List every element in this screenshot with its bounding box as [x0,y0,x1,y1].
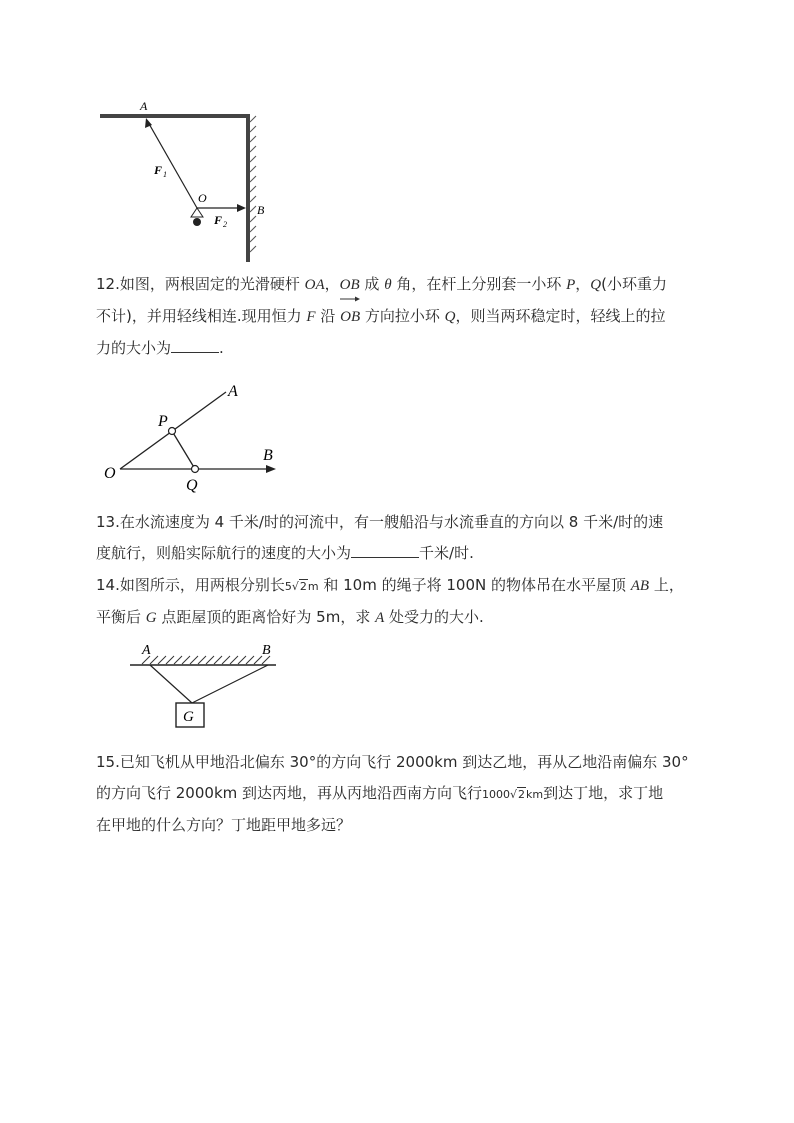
q14-line-2: 平衡后 G 点距屋顶的距离恰好为 5m，求 A 处受力的大小. [96,608,484,626]
q13-line-2: 度航行，则船实际航行的速度的大小为 千米/时. [96,538,706,569]
label-q: Q [186,477,198,494]
q13-line-1: 13.在水流速度为 4 千米/时的河流中，有一艘船沿与水流垂直的方向以 8 千米/时的速 [96,513,664,531]
label-f1: F [154,163,163,177]
label-b: B [257,203,265,217]
label-b: B [262,643,271,658]
sqrt-expression: 1000√2km [482,788,544,801]
answer-blank[interactable] [351,541,419,558]
question-15 [96,747,706,841]
vector-ob: OB [340,302,360,333]
q15-line-1: 15.已知飞机从甲地沿北偏东 30°的方向飞行 2000km 到达乙地，再从乙地沿南偏东 30° [96,753,689,771]
label-o: O [104,465,116,482]
figure-rods [96,378,296,498]
q14-line-1: 14.如图所示，用两根分别长5√2m 和 10m 的绳子将 100N 的物体吊在水平屋顶 AB 上， [96,570,706,602]
label-a: A [228,383,238,400]
question-13 [96,507,706,569]
answer-blank[interactable] [171,336,219,353]
label-f1-sub: 1 [163,170,167,179]
label-f2: F [214,213,223,227]
label-p: P [158,413,168,430]
q12-line-1: 12.如图，两根固定的光滑硬杆 OA，OB 成 θ 角，在杆上分别套一小环 P，Q(小环重力 [96,275,667,293]
label-f2-sub: 2 [223,220,227,229]
label-o: O [198,191,207,205]
figure-hanging-weight [120,637,290,737]
question-12 [96,269,706,364]
q12-line-2: 不计)，并用轻线相连.现用恒力 F 沿 OB 方向拉小环 Q，则当两环稳定时，轻线上的拉 [96,301,706,333]
label-b: B [263,447,273,464]
label-a: A [140,99,148,113]
q15-line-2: 的方向飞行 2000km 到达丙地，再从丙地沿西南方向飞行1000√2km到达丁地，求丁地 [96,778,706,810]
figure-wall-forces [96,96,276,266]
q15-line-3: 在甲地的什么方向？丁地距甲地多远？ [96,816,352,834]
sqrt-expression: 5√2m [284,580,319,593]
label-g: G [183,709,194,725]
label-a: A [142,643,151,658]
question-14 [96,570,706,634]
q12-line-3: 力的大小为 . [96,333,706,364]
